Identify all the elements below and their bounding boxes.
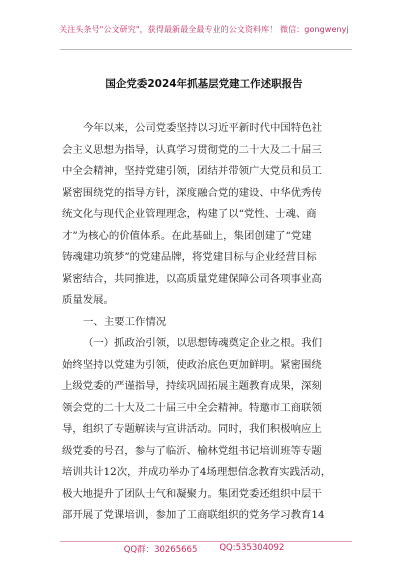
footer-qq-group: QQ群：30265665	[123, 545, 198, 555]
body-line: 级党委的号召，参与了临沂、榆林党组书记培训班等专题	[62, 444, 322, 457]
section-heading: 一、主要工作情况	[83, 315, 167, 328]
header-note: 关注头条号"公文研究"，获得最新最全最专业的公文资料库！ 微信：gongwenyj	[59, 24, 349, 34]
body-line: 紧密围绕党的指导方针，深度融合党的建设、中华优秀传	[62, 186, 322, 199]
body-line: 今年以来，公司党委坚持以习近平新时代中国特色社	[83, 122, 322, 134]
body-line: 中全会精神，坚持党建引领，团结并带领广大党员和员工	[62, 165, 322, 177]
document-body	[62, 118, 352, 527]
footer	[0, 543, 408, 559]
body-line: 培训共计12次，并成功举办了4场理想信念教育实践活动，	[62, 466, 332, 478]
body-line: 才”为核心的价值体系。在此基础上，集团创建了“党建	[62, 229, 312, 242]
body-line: 领会党的二十大及二十届三中全会精神。特邀市工商联领	[62, 401, 322, 414]
body-line: 铸魂建功筑梦”的党建品牌，将党建目标与企业经营目标	[62, 251, 317, 263]
header-divider	[60, 49, 352, 50]
footer-divider	[60, 541, 352, 542]
body-line: 统文化与现代企业管理理念，构建了以“党性、士魂、商	[62, 208, 317, 220]
body-line: 紧密结合，共同推进，以高质量党建保障公司各项事业高	[62, 272, 322, 285]
document-title: 国企党委2024年抓基层党建工作述职报告	[105, 78, 303, 90]
body-line: （一）抓政治引领，以思想铸魂奠定企业之根。我们	[83, 337, 322, 349]
body-line: 部开展了党课培训，参加了工商联组织的党务学习教育14	[62, 509, 325, 521]
body-line: 质量发展。	[62, 294, 114, 306]
body-line: 上级党委的严谨指导，持续巩固拓展主题教育成果，深刻	[62, 380, 322, 392]
body-line: 极大地提升了团队士气和凝聚力。集团党委还组织中层干	[62, 487, 322, 500]
footer-qq-contact: QQ:535304092	[219, 543, 285, 553]
body-line: 始终坚持以党建为引领，使政治底色更加鲜明。紧密围绕	[62, 358, 322, 371]
body-line: 会主义思想为指导，认真学习贯彻党的二十大及二十届三	[62, 143, 322, 156]
body-line: 导，组织了专题解读与宣讲活动。同时，我们积极响应上	[62, 423, 322, 435]
